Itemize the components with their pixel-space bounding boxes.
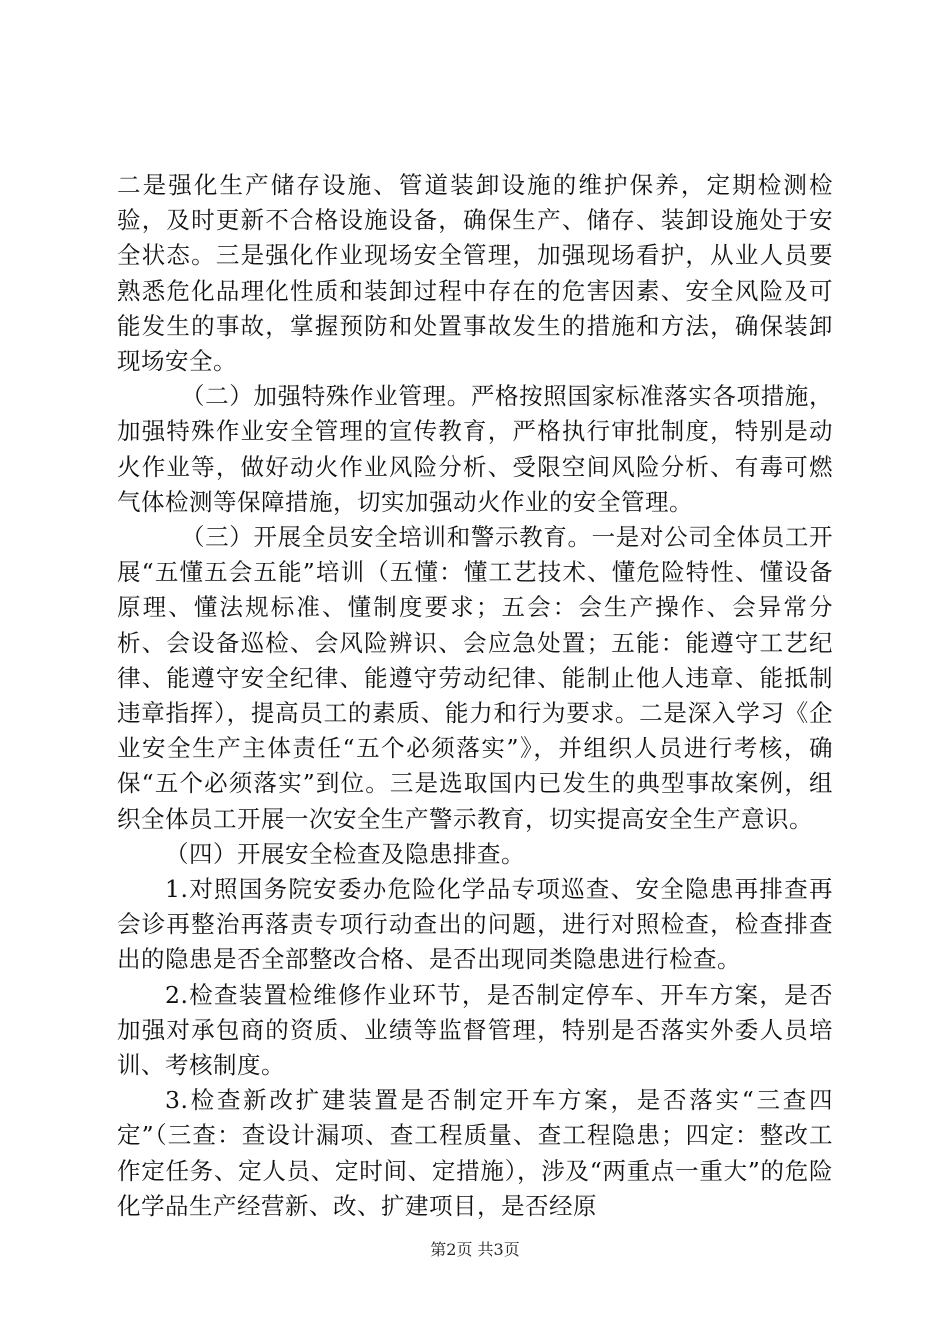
page-footer: 第2页 共3页	[430, 1240, 520, 1259]
document-body	[117, 168, 833, 1224]
paragraph-section-2: （二）加强特殊作业管理。严格按照国家标准落实各项措施，加强特殊作业安全管理的宣传教育，严格执行审批制度，特别是动火作业等，做好动火作业风险分析、受限空间风险分析、有毒可燃气体检测等保障措施，切实加强动火作业的安全管理。	[117, 382, 833, 516]
paragraph-item-1: 1.对照国务院安委办危险化学品专项巡查、安全隐患再排查再会诊再整治再落责专项行动查出的问题，进行对照检查，检查排查出的隐患是否全部整改合格、是否出现同类隐患进行检查。	[117, 875, 833, 974]
paragraph-section-3: （三）开展全员安全培训和警示教育。一是对公司全体员工开展“五懂五会五能”培训（五懂：懂工艺技术、懂危险特性、懂设备原理、懂法规标准、懂制度要求；五会：会生产操作、会异常分析、会设备巡检、会风险辨识、会应急处置；五能：能遵守工艺纪律、能遵守安全纪律、能遵守劳动纪律、能制止他人违章、能抵制违章指挥），提高员工的素质、能力和行为要求。二是深入学习《企业安全生产主体责任“五个必须落实”》，并组织人员进行考核，确保“五个必须落实”到位。三是选取国内已发生的典型事故案例，组织全体员工开展一次安全生产警示教育，切实提高安全生产意识。	[117, 523, 833, 833]
paragraph-continued: 二是强化生产储存设施、管道装卸设施的维护保养，定期检测检验，及时更新不合格设施设备，确保生产、储存、装卸设施处于安全状态。三是强化作业现场安全管理，加强现场看护，从业人员要熟悉危化品理化性质和装卸过程中存在的危害因素、安全风险及可能发生的事故，掌握预防和处置事故发生的措施和方法，确保装卸现场安全。	[117, 171, 833, 376]
paragraph-item-2: 2.检查装置检维修作业环节，是否制定停车、开车方案，是否加强对承包商的资质、业绩等监督管理，特别是否落实外委人员培训、考核制度。	[117, 980, 833, 1080]
paragraph-section-4-heading: （四）开展安全检查及隐患排查。	[165, 839, 525, 868]
paragraph-item-3: 3.检查新改扩建装置是否制定开车方案，是否落实“三查四定”（三查：查设计漏项、查工程质量、查工程隐患；四定：整改工作定任务、定人员、定时间、定措施），涉及“两重点一重大”的危险化学品生产经营新、改、扩建项目，是否经原	[117, 1086, 833, 1220]
